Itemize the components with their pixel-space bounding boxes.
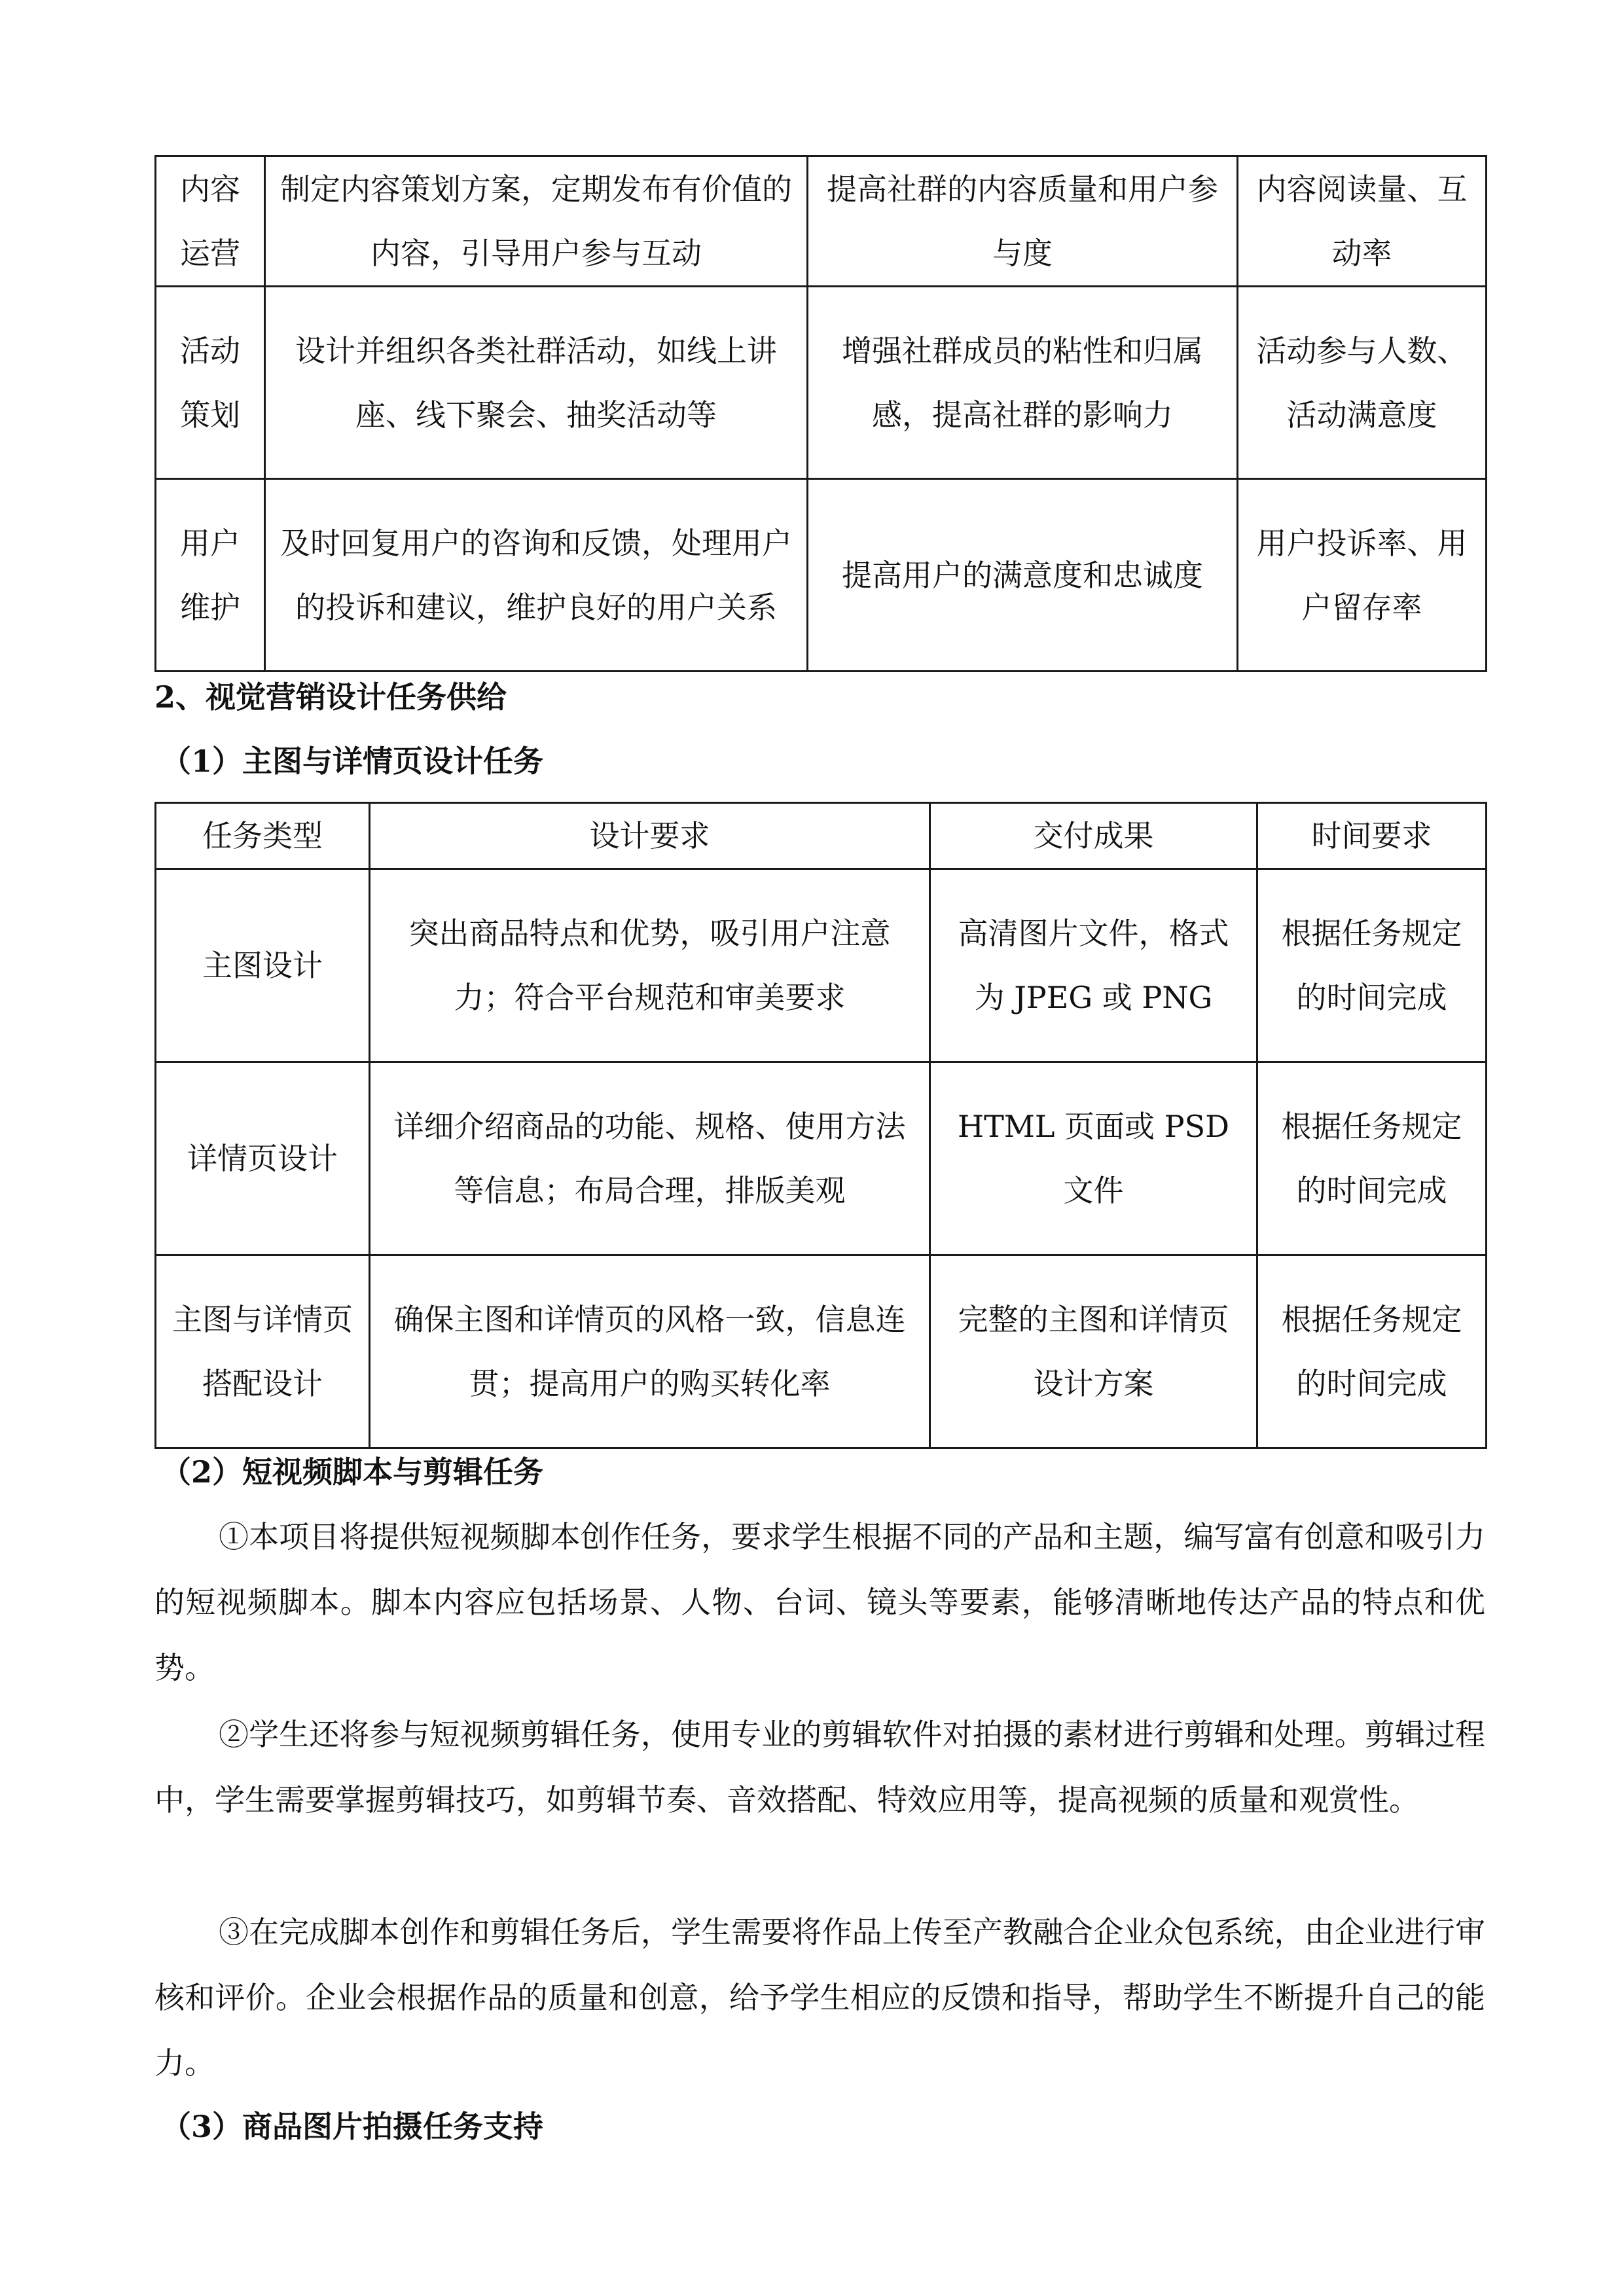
table-row bbox=[156, 156, 1487, 287]
paragraph: ③在完成脚本创作和剪辑任务后，学生需要将作品上传至产教融合企业众包系统，由企业进行审核和评价。企业会根据作品的质量和创意，给予学生相应的反馈和指导，帮助学生不断提升自己的能力。 bbox=[154, 1914, 1485, 2081]
table-row bbox=[156, 479, 1487, 672]
table-cell: 根据任务规定的时间完成 bbox=[1257, 1062, 1487, 1255]
section-heading: 2、视觉营销设计任务供给 bbox=[154, 679, 507, 715]
table-cell: 高清图片文件，格式为 JPEG 或 PNG bbox=[930, 869, 1257, 1062]
table-cell: 确保主图和详情页的风格一致，信息连贯；提高用户的购买转化率 bbox=[370, 1255, 930, 1448]
table-cell: 设计并组织各类社群活动，如线上讲座、线下聚会、抽奖活动等 bbox=[265, 287, 808, 479]
table-cell: 制定内容策划方案，定期发布有价值的内容，引导用户参与互动 bbox=[265, 156, 808, 287]
table-cell: 详情页设计 bbox=[156, 1062, 370, 1255]
table-cell: 主图设计 bbox=[156, 869, 370, 1062]
subsection-heading: （2）短视频脚本与剪辑任务 bbox=[161, 1454, 544, 1490]
design-task-table bbox=[154, 802, 1487, 1449]
table-row bbox=[156, 1062, 1487, 1255]
table-cell: 详细介绍商品的功能、规格、使用方法等信息；布局合理，排版美观 bbox=[370, 1062, 930, 1255]
community-operation-table bbox=[154, 155, 1487, 672]
table-cell: 完整的主图和详情页设计方案 bbox=[930, 1255, 1257, 1448]
table-cell: 用户投诉率、用户留存率 bbox=[1238, 479, 1487, 672]
table-row bbox=[156, 287, 1487, 479]
table-row bbox=[156, 869, 1487, 1062]
column-header: 设计要求 bbox=[370, 803, 930, 869]
table-cell: 增强社群成员的粘性和归属感，提高社群的影响力 bbox=[808, 287, 1238, 479]
paragraph: ①本项目将提供短视频脚本创作任务，要求学生根据不同的产品和主题，编写富有创意和吸引力的短视频脚本。脚本内容应包括场景、人物、台词、镜头等要素，能够清晰地传达产品的特点和优势。 bbox=[154, 1519, 1485, 1685]
table-cell: 突出商品特点和优势，吸引用户注意力；符合平台规范和审美要求 bbox=[370, 869, 930, 1062]
subsection-heading: （3）商品图片拍摄任务支持 bbox=[161, 2109, 544, 2144]
column-header: 任务类型 bbox=[156, 803, 370, 869]
table-cell: 用户维护 bbox=[156, 479, 265, 672]
table-cell: 活动策划 bbox=[156, 287, 265, 479]
table-cell: 内容运营 bbox=[156, 156, 265, 287]
table-cell: 根据任务规定的时间完成 bbox=[1257, 1255, 1487, 1448]
table-cell: 提高用户的满意度和忠诚度 bbox=[808, 479, 1238, 672]
table-cell: 根据任务规定的时间完成 bbox=[1257, 869, 1487, 1062]
paragraph: ②学生还将参与短视频剪辑任务，使用专业的剪辑软件对拍摄的素材进行剪辑和处理。剪辑过程中，学生需要掌握剪辑技巧，如剪辑节奏、音效搭配、特效应用等，提高视频的质量和观赏性。 bbox=[154, 1717, 1485, 1818]
table-cell: HTML 页面或 PSD 文件 bbox=[930, 1062, 1257, 1255]
table-cell: 提高社群的内容质量和用户参与度 bbox=[808, 156, 1238, 287]
table-row bbox=[156, 1255, 1487, 1448]
column-header: 时间要求 bbox=[1257, 803, 1487, 869]
table-cell: 及时回复用户的咨询和反馈，处理用户的投诉和建议，维护良好的用户关系 bbox=[265, 479, 808, 672]
table-cell: 主图与详情页搭配设计 bbox=[156, 1255, 370, 1448]
column-header: 交付成果 bbox=[930, 803, 1257, 869]
table-header-row bbox=[156, 803, 1487, 869]
table-cell: 内容阅读量、互动率 bbox=[1238, 156, 1487, 287]
subsection-heading: （1）主图与详情页设计任务 bbox=[161, 744, 544, 779]
table-cell: 活动参与人数、活动满意度 bbox=[1238, 287, 1487, 479]
